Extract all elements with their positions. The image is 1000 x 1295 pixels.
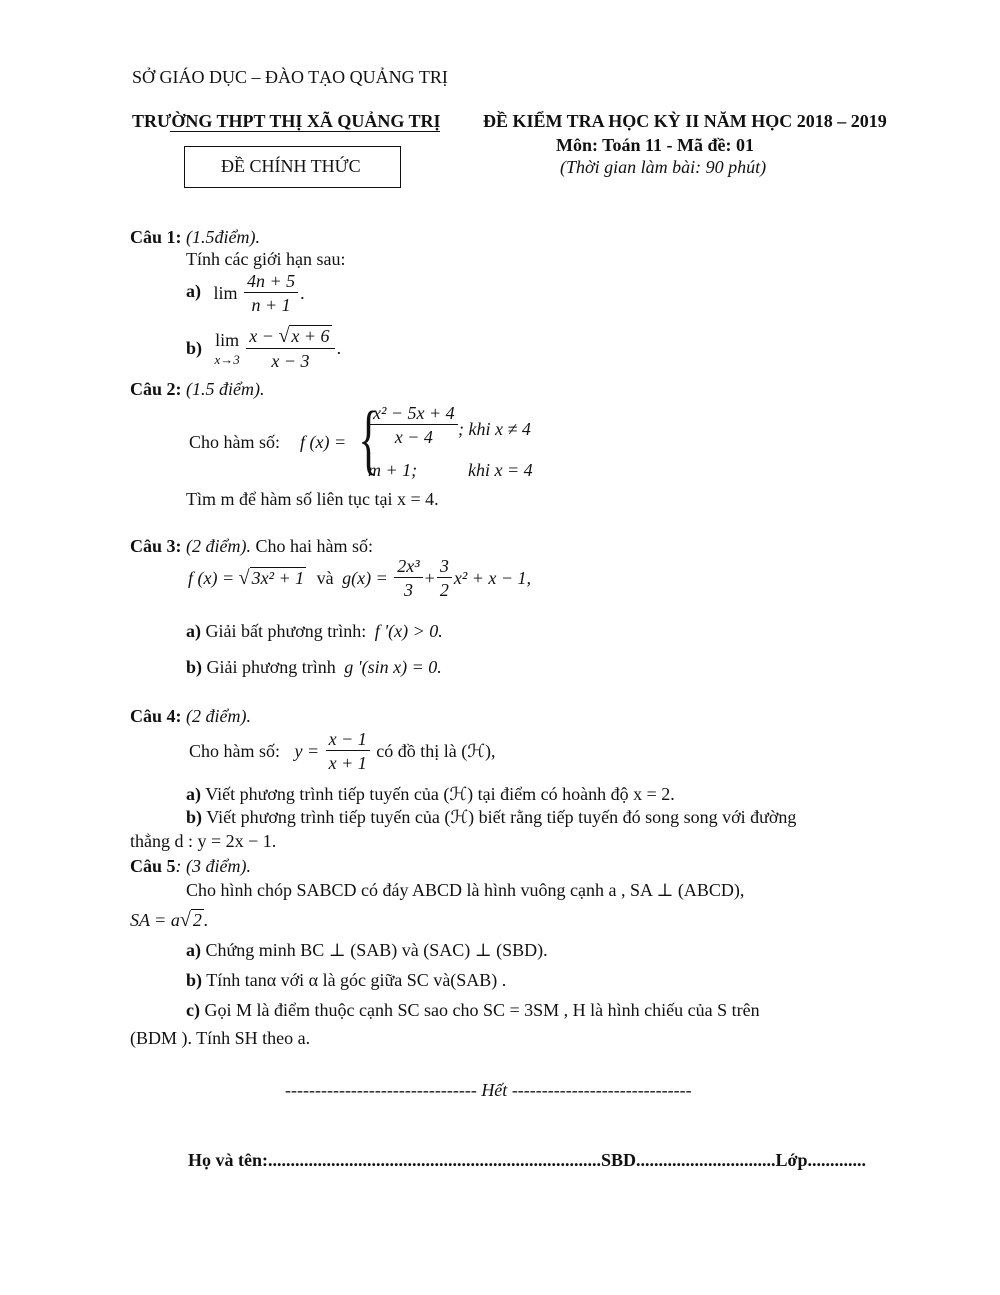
student-info-line: Họ và tên:..........................................................................SBD...............................Lớp.............: [188, 1150, 866, 1170]
q2-case1-numerator: x² − 5x + 4: [370, 404, 458, 425]
q1-b-fraction: [246, 326, 334, 370]
q1-label: Câu 1:: [130, 227, 182, 247]
q3-and: và: [316, 568, 334, 588]
q1-b-denominator: x − 3: [271, 351, 310, 371]
end-word: Hết: [481, 1080, 508, 1100]
q1-b-numerator: x − √ x + 6: [246, 326, 334, 349]
q2-points: (1.5 điểm).: [186, 379, 265, 399]
q4-part-a: a) Viết phương trình tiếp tuyến của (ℋ) tại điểm có hoành độ x = 2.: [186, 784, 675, 804]
q1-a-numerator: 4n + 5: [244, 272, 298, 293]
q5-heading: [130, 857, 251, 875]
q4-part-b-line2: thẳng d : y = 2x − 1.: [130, 831, 277, 851]
q4-label: Câu 4:: [130, 706, 182, 726]
q1-b-lim: lim: [215, 329, 240, 350]
q1-a-label: a): [186, 281, 201, 302]
q4-fraction: $\frac{x - 1}{x + 1}$: [326, 730, 370, 772]
q3-points: (2 điểm).: [186, 536, 251, 556]
q1-intro: Tính các giới hạn sau:: [186, 249, 346, 269]
q4-heading: [130, 707, 251, 725]
q2-intro: Cho hàm số:: [189, 432, 281, 452]
exam-title: ĐỀ KIỂM TRA HỌC KỲ II NĂM HỌC 2018 – 2019: [483, 111, 887, 131]
school-underline: [170, 131, 440, 132]
q5-points: : (3 điểm).: [175, 856, 251, 876]
q3-f-def: f (x) =: [188, 568, 239, 588]
q1-b-radicand: x + 6: [291, 326, 330, 346]
q4-intro: Cho hàm số:: [189, 741, 281, 761]
school-name: TRƯỜNG THPT THỊ XÃ QUẢNG TRỊ: [132, 111, 441, 131]
q4-function: [189, 730, 496, 772]
q4-graph: có đồ thị là (ℋ),: [376, 741, 496, 761]
q5-sa-radicand: 2: [192, 910, 202, 930]
q4-part-b: b) Viết phương trình tiếp tuyến của (ℋ) biết rằng tiếp tuyến đó song song với đường: [186, 807, 797, 827]
department-name: SỞ GIÁO DỤC – ĐÀO TẠO QUẢNG TRỊ: [132, 67, 448, 87]
q1-b-label: b): [186, 338, 203, 358]
q5-part-b: b) Tính tanα với α là góc giữa SC và(SAB) .: [186, 970, 507, 990]
q1-b-subscript: x→3: [214, 351, 240, 367]
q4-y-def: y =: [294, 741, 320, 761]
q3-heading: [130, 537, 373, 555]
subject-code: Môn: Toán 11 - Mã đề: 01: [556, 135, 755, 155]
q5-part-a: a) Chứng minh BC ⊥ (SAB) và (SAC) ⊥ (SBD).: [186, 940, 548, 960]
q3-functions: f (x) = √ 3x² + 1 và g(x) = $\frac{\text{2x³}}{3}$ + $\frac{3}{2}$ x² + x − 1,: [188, 556, 531, 600]
end-marker: -------------------------------- Hết ------------------------------: [285, 1080, 692, 1100]
time-limit: (Thời gian làm bài: 90 phút): [560, 157, 767, 177]
q3-g-fraction-1: $\frac{\text{2x³}}{3}$: [394, 557, 422, 599]
q2-case2-condition: khi x = 4: [468, 460, 533, 480]
q3-b-expression: g '(sin x) = 0.: [344, 657, 442, 677]
q5-sa: SA = a√ 2 .: [130, 909, 209, 931]
q1-points: (1.5điểm).: [186, 227, 260, 247]
q3-a-expression: f '(x) > 0.: [374, 621, 443, 641]
q3-g-def: g(x) =: [342, 568, 388, 588]
q1-a-fraction: [244, 272, 298, 314]
q5-intro: Cho hình chóp SABCD có đáy ABCD là hình vuông cạnh a , SA ⊥ (ABCD),: [186, 880, 745, 900]
official-label: ĐỀ CHÍNH THỨC: [221, 156, 361, 176]
q4-points: (2 điểm).: [186, 706, 251, 726]
q2-fx: f (x) =: [300, 432, 347, 452]
q2-task: Tìm m để hàm số liên tục tại x = 4.: [186, 489, 439, 509]
q5-part-c: c) Gọi M là điểm thuộc cạnh SC sao cho SC = 3SM , H là hình chiếu của S trên: [186, 1000, 760, 1020]
q2-brace: {: [358, 395, 380, 482]
q3-intro: Cho hai hàm số:: [255, 536, 373, 556]
q3-g-fraction-2: $\frac{3}{2}$: [437, 557, 452, 599]
q3-part-b: b) Giải phương trình g '(sin x) = 0.: [186, 657, 442, 677]
q5-label: Câu 5: [130, 856, 176, 876]
q1-part-b: b) lim x→3 $\frac{x - √ x + 6}{x - 3}$ .: [186, 325, 342, 371]
q2-heading: [130, 380, 265, 398]
q3-label: Câu 3:: [130, 536, 182, 556]
q3-part-a: a) Giải bất phương trình: f '(x) > 0.: [186, 621, 443, 641]
q5-part-c-line2: (BDM ). Tính SH theo a.: [130, 1028, 311, 1048]
q1-a-denominator: n + 1: [251, 295, 291, 315]
q3-g-rest: x² + x − 1,: [453, 568, 531, 588]
q2-case2-value: m + 1;: [368, 460, 418, 480]
q2-case1-fraction: [370, 404, 458, 446]
q3-f-radicand: 3x² + 1: [251, 568, 305, 588]
q2-case1-denominator: x − 4: [394, 427, 433, 447]
q1-heading: [130, 228, 260, 246]
q1-part-a: a) lim $\frac{4n + 5}{n + 1}$ .: [186, 271, 305, 315]
q2-label: Câu 2:: [130, 379, 182, 399]
q1-a-lim: lim: [213, 283, 238, 303]
q2-case1-condition: ; khi x ≠ 4: [458, 419, 531, 439]
q2-case1: [368, 404, 460, 446]
